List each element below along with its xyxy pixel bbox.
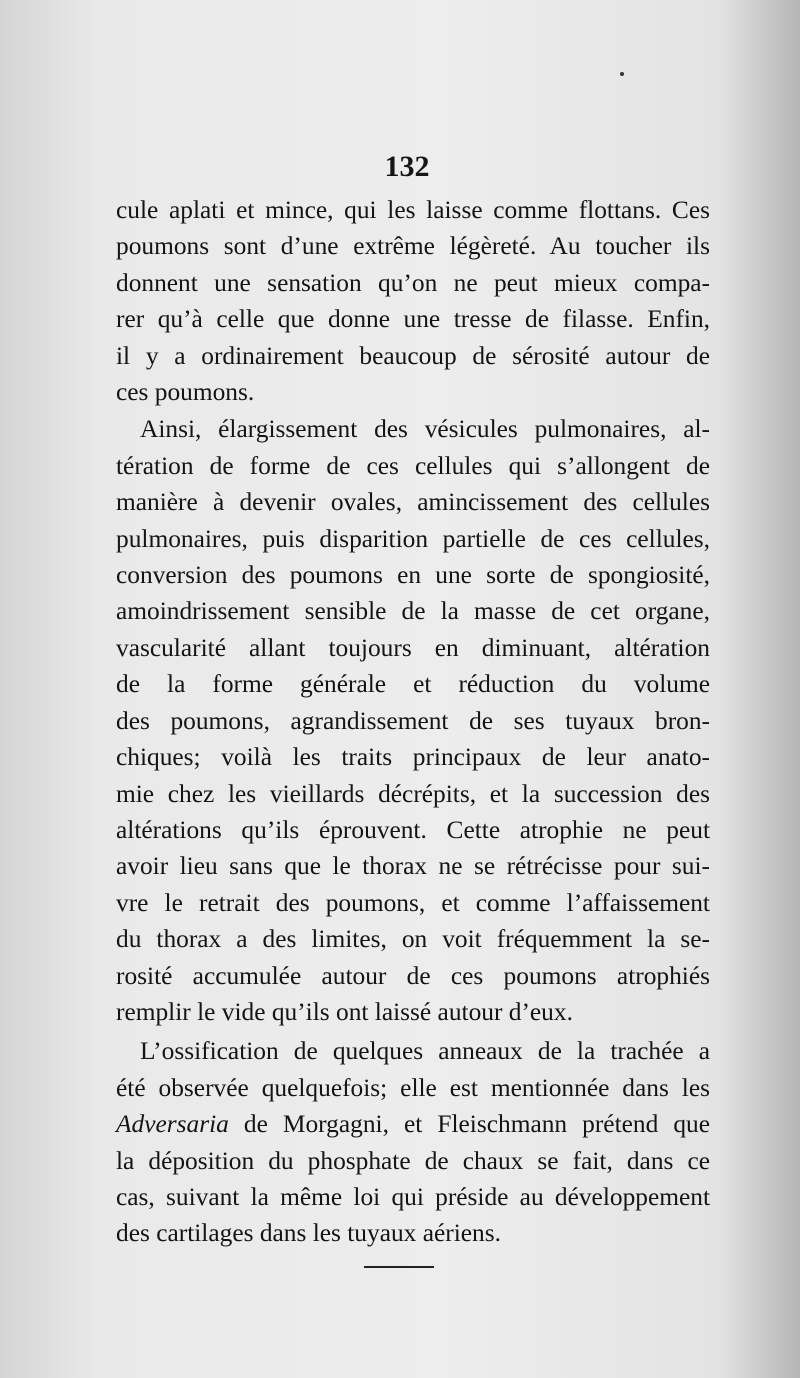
end-rule bbox=[364, 1266, 434, 1268]
paragraph-1 bbox=[116, 192, 710, 410]
text-line: rosité accumulée autour de ces poumons atrophiés bbox=[116, 961, 710, 990]
text-line-with-italic bbox=[116, 1106, 710, 1142]
body-text bbox=[116, 192, 710, 1252]
text-line: altérations qu’ils éprouvent. Cette atrophie ne peut bbox=[116, 815, 710, 844]
text-line: Ainsi, élargissement des vésicules pulmonaires, al- bbox=[140, 415, 710, 444]
text-line: des cartilages dans les tuyaux aériens. bbox=[116, 1219, 501, 1248]
text-line: il y a ordinairement beaucoup de sérosité autour de bbox=[116, 341, 710, 370]
text-line: chiques; voilà les traits principaux de leur anato- bbox=[116, 743, 710, 772]
text-line: mie chez les vieillards décrépits, et la succession des bbox=[116, 779, 710, 808]
text-line: ces poumons. bbox=[116, 378, 255, 407]
text-line: vascularité allant toujours en diminuant, altération bbox=[116, 633, 710, 662]
italic-title: Adversaria bbox=[116, 1110, 229, 1139]
page-number: 132 bbox=[384, 150, 430, 183]
text-line: de la forme générale et réduction du volume bbox=[116, 670, 710, 699]
ink-speck bbox=[620, 72, 624, 76]
paragraph-2 bbox=[116, 411, 710, 1030]
text-line: amoindrissement sensible de la masse de cet organe, bbox=[116, 597, 710, 626]
text-line: pulmonaires, puis disparition partielle de ces cellules, bbox=[116, 524, 710, 553]
text-line: la déposition du phosphate de chaux se fait, dans ce bbox=[116, 1146, 710, 1175]
text-fragment: de Morgagni, et Fleischmann prétend que bbox=[228, 1110, 710, 1139]
text-line: donnent une sensation qu’on ne peut mieux compa- bbox=[116, 268, 710, 297]
text-line: L’ossification de quelques anneaux de la trachée a bbox=[140, 1037, 710, 1066]
text-line: des poumons, agrandissement de ses tuyaux bron- bbox=[116, 706, 710, 735]
text-line: tération de forme de ces cellules qui s’allongent de bbox=[116, 451, 710, 480]
text-line: manière à devenir ovales, amincissement des cellules bbox=[116, 488, 710, 517]
text-line: cas, suivant la même loi qui préside au développement bbox=[116, 1182, 710, 1211]
text-line: avoir lieu sans que le thorax ne se rétrécisse pour sui- bbox=[116, 852, 710, 881]
paragraph-3 bbox=[116, 1033, 710, 1251]
text-line: rer qu’à celle que donne une tresse de filasse. Enfin, bbox=[116, 305, 710, 334]
text-line: conversion des poumons en une sorte de spongiosité, bbox=[116, 561, 710, 590]
text-line: du thorax a des limites, on voit fréquemment la se- bbox=[116, 925, 710, 954]
text-line: poumons sont d’une extrême légèreté. Au toucher ils bbox=[116, 232, 710, 261]
text-line: cule aplati et mince, qui les laisse comme flottans. Ces bbox=[116, 196, 710, 224]
text-line: remplir le vide qu’ils ont laissé autour d’eux. bbox=[116, 997, 573, 1026]
text-line: été observée quelquefois; elle est mentionnée dans les bbox=[116, 1073, 710, 1102]
text-line: vre le retrait des poumons, et comme l’affaissement bbox=[116, 888, 710, 917]
